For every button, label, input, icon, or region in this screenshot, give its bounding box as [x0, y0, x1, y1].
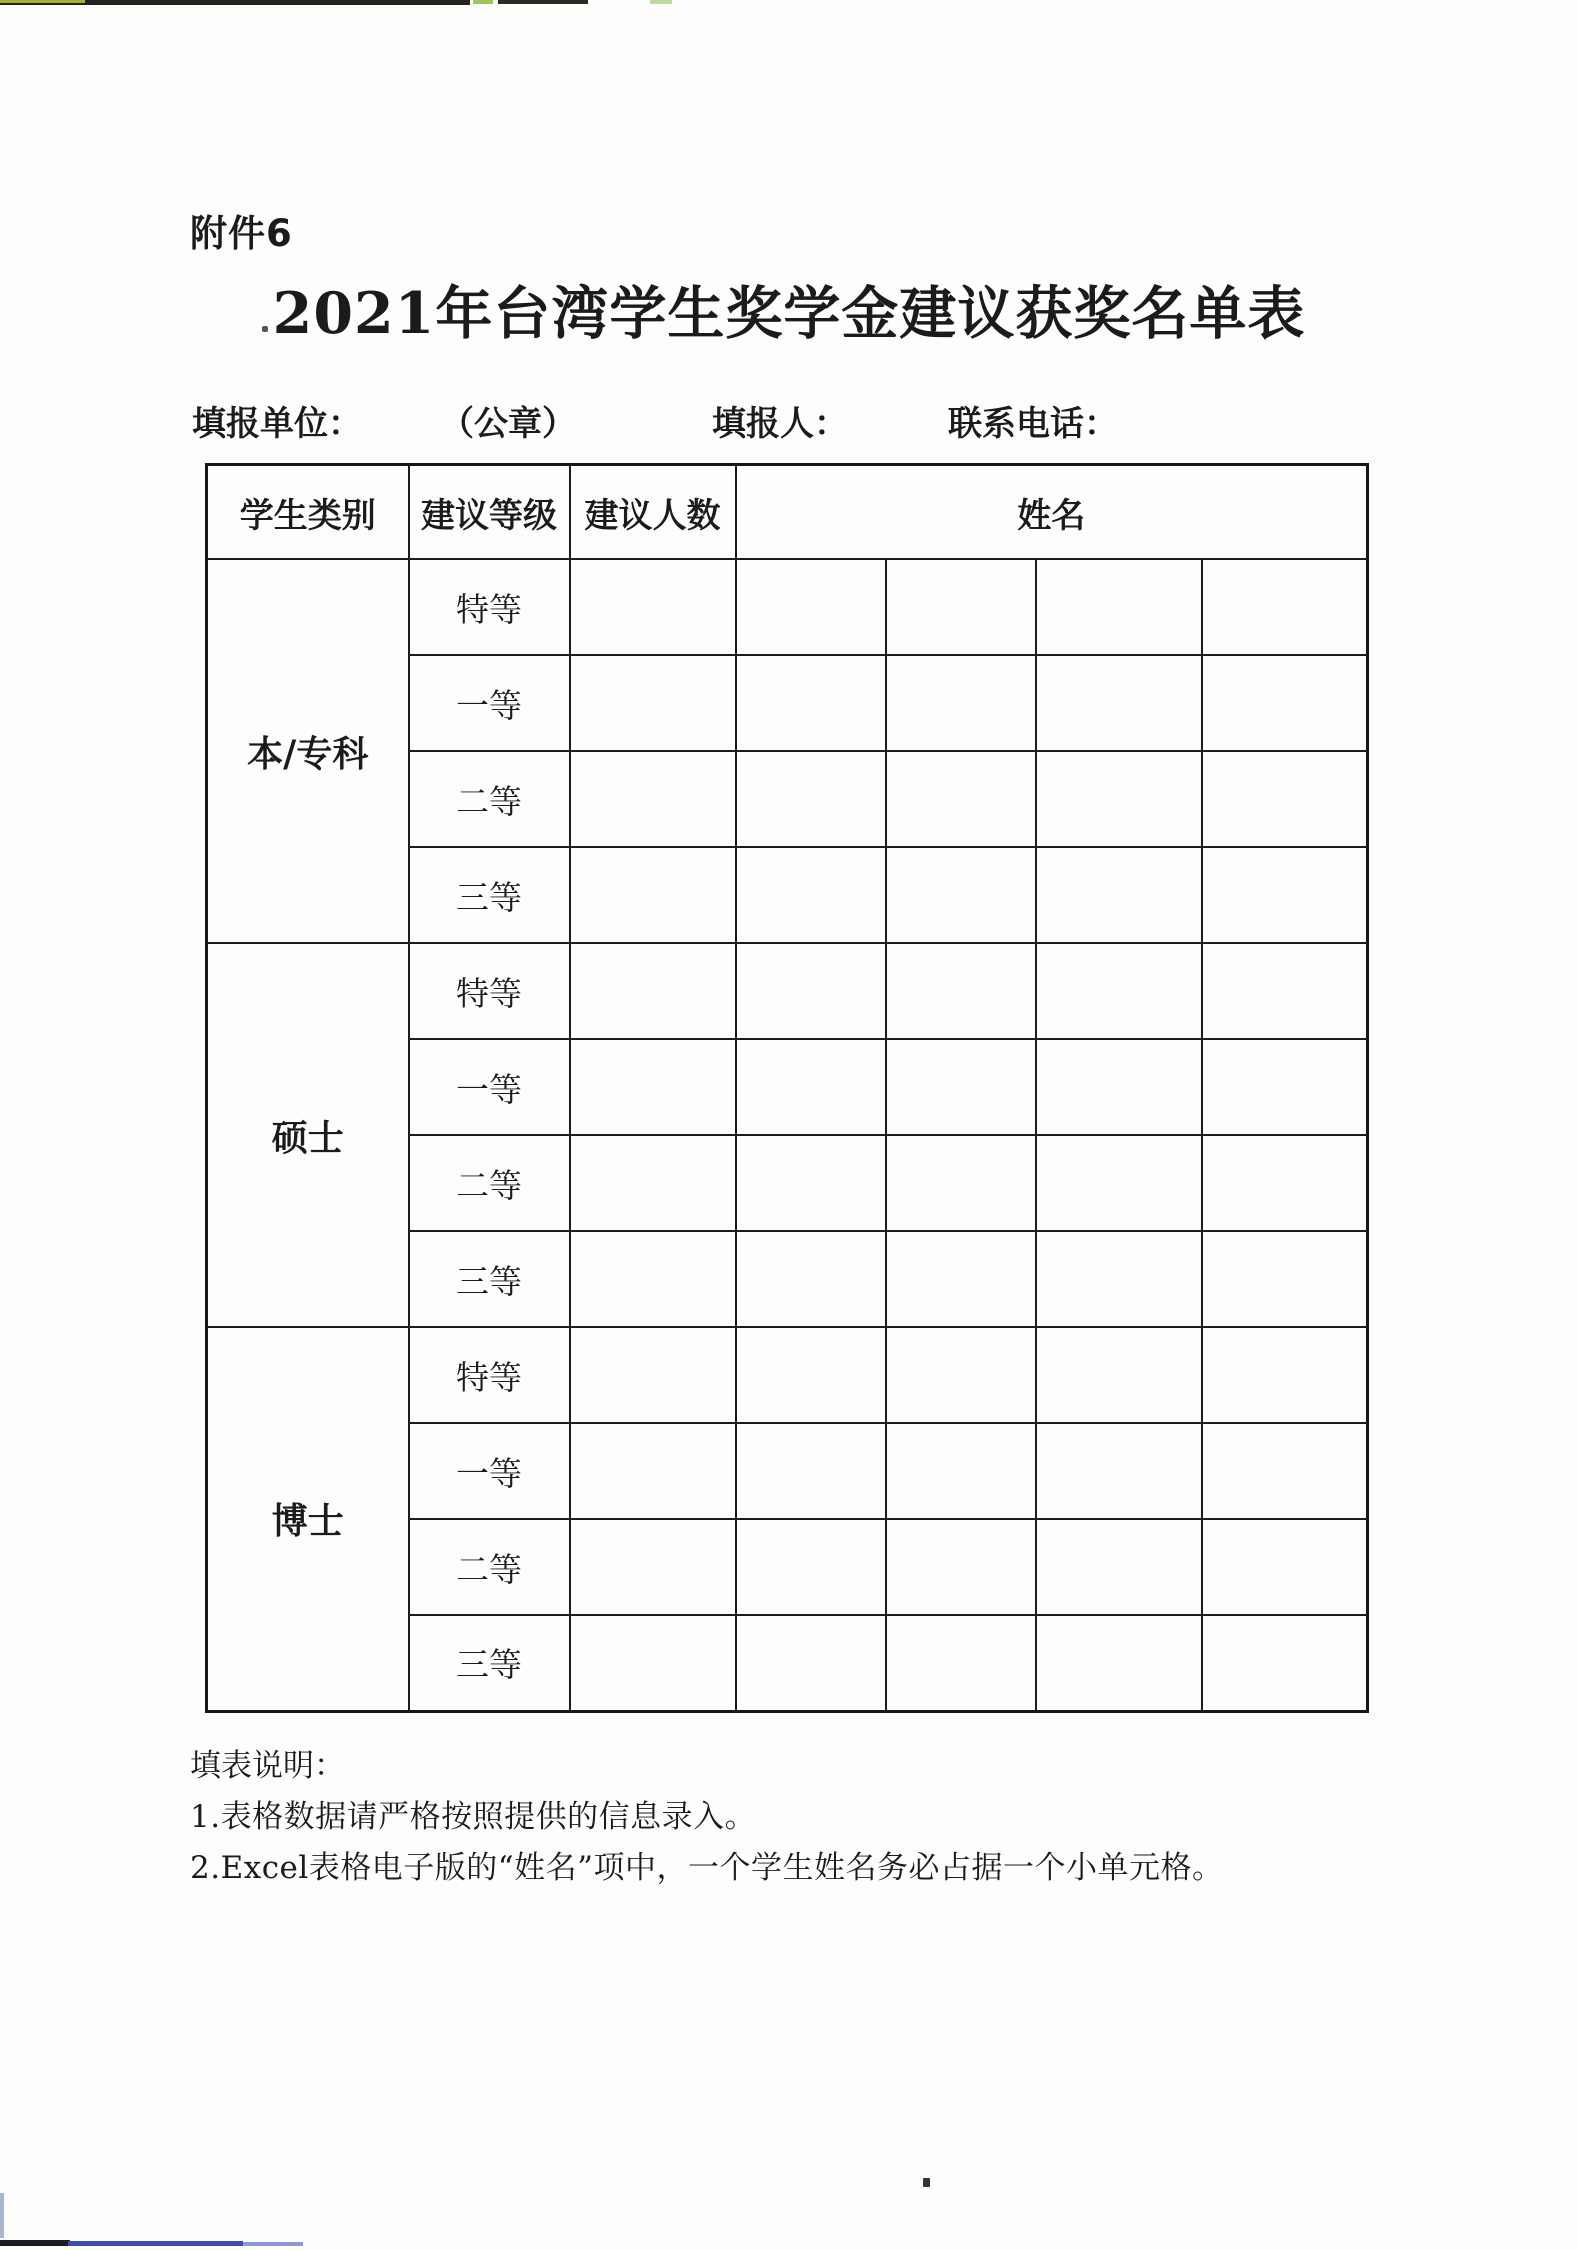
name-cell [886, 1327, 1036, 1423]
count-cell [570, 847, 736, 943]
note-item-1: 1.表格数据请严格按照提供的信息录入。 [190, 1799, 757, 1835]
count-cell [570, 1615, 736, 1711]
name-cell [1036, 1231, 1202, 1327]
category-cell-master: 硕士 [207, 943, 409, 1327]
name-cell [886, 1519, 1036, 1615]
attachment-label: 附件6 [190, 212, 293, 255]
grade-cell: 一等 [409, 1039, 570, 1135]
scan-artifact-top-strip-2 [498, 0, 588, 4]
scan-artifact-top-green-speck [473, 0, 493, 4]
name-cell [886, 1039, 1036, 1135]
official-seal-label: （公章） [440, 404, 576, 444]
name-cell [886, 559, 1036, 655]
header-student-category: 学生类别 [207, 465, 409, 560]
name-cell [1036, 943, 1202, 1039]
name-cell [1202, 751, 1368, 847]
name-cell [736, 1615, 886, 1711]
grade-cell: 二等 [409, 751, 570, 847]
name-cell [1036, 1615, 1202, 1711]
reporting-unit-label: 填报单位： [192, 404, 362, 444]
name-cell [1202, 847, 1368, 943]
grade-cell: 特等 [409, 559, 570, 655]
name-cell [1202, 1615, 1368, 1711]
grade-cell: 一等 [409, 655, 570, 751]
fill-in-notes [190, 1740, 1440, 1893]
name-cell [886, 1615, 1036, 1711]
scan-artifact-bottom-blue-2 [243, 2242, 303, 2246]
scan-artifact-top-green-speck-2 [650, 0, 672, 4]
count-cell [570, 1135, 736, 1231]
name-cell [736, 1231, 886, 1327]
name-cell [736, 751, 886, 847]
grade-cell: 特等 [409, 1327, 570, 1423]
count-cell [570, 1327, 736, 1423]
name-cell [1202, 559, 1368, 655]
name-cell [886, 1423, 1036, 1519]
header-name: 姓名 [736, 465, 1368, 560]
count-cell [570, 1231, 736, 1327]
scan-speck-bottom [923, 2178, 930, 2187]
name-cell [736, 559, 886, 655]
name-cell [886, 751, 1036, 847]
notes-heading: 填表说明： [190, 1748, 345, 1784]
scan-artifact-top-yellow [0, 0, 85, 3]
scan-artifact-bottom-strip [0, 2240, 70, 2246]
header-suggested-grade: 建议等级 [409, 465, 570, 560]
grade-cell: 二等 [409, 1519, 570, 1615]
name-cell [736, 1327, 886, 1423]
name-cell [886, 847, 1036, 943]
count-cell [570, 1039, 736, 1135]
header-suggested-count: 建议人数 [570, 465, 736, 560]
name-cell [1036, 847, 1202, 943]
grade-cell: 一等 [409, 1423, 570, 1519]
table-row [207, 1327, 1368, 1423]
name-cell [1202, 1039, 1368, 1135]
note-item-2: 2.Excel表格电子版的“姓名”项中，一个学生姓名务必占据一个小单元格。 [190, 1850, 1224, 1886]
count-cell [570, 655, 736, 751]
name-cell [1202, 655, 1368, 751]
name-cell [886, 1135, 1036, 1231]
name-cell [1202, 1135, 1368, 1231]
name-cell [1202, 1231, 1368, 1327]
page-title: 2021年台湾学生奖学金建议获奖名单表 [272, 280, 1306, 347]
scan-artifact-bottom-blue [68, 2241, 243, 2246]
grade-cell: 三等 [409, 1615, 570, 1711]
name-cell [736, 655, 886, 751]
name-cell [736, 1519, 886, 1615]
grade-cell: 特等 [409, 943, 570, 1039]
category-cell-undergraduate: 本/专科 [207, 559, 409, 943]
name-cell [1036, 559, 1202, 655]
count-cell [570, 943, 736, 1039]
count-cell [570, 751, 736, 847]
scan-artifact-left-edge-mark [0, 2193, 4, 2238]
name-cell [736, 1423, 886, 1519]
grade-cell: 三等 [409, 847, 570, 943]
category-cell-doctor: 博士 [207, 1327, 409, 1711]
table-row [207, 559, 1368, 655]
name-cell [1036, 1135, 1202, 1231]
name-cell [1036, 1039, 1202, 1135]
contact-phone-label: 联系电话： [948, 404, 1118, 444]
name-cell [886, 655, 1036, 751]
name-cell [1202, 1327, 1368, 1423]
name-cell [1036, 1327, 1202, 1423]
name-cell [736, 1039, 886, 1135]
name-cell [886, 1231, 1036, 1327]
scholarship-award-table [205, 463, 1369, 1713]
name-cell [1202, 1423, 1368, 1519]
scan-artifact-top-strip [0, 0, 470, 5]
count-cell [570, 1519, 736, 1615]
name-cell [1036, 1423, 1202, 1519]
name-cell [1036, 1519, 1202, 1615]
name-cell [886, 943, 1036, 1039]
table-header-row [207, 465, 1368, 560]
name-cell [1036, 751, 1202, 847]
name-cell [1036, 655, 1202, 751]
count-cell [570, 559, 736, 655]
name-cell [736, 943, 886, 1039]
name-cell [736, 1135, 886, 1231]
reporter-label: 填报人： [712, 404, 848, 444]
table-row [207, 943, 1368, 1039]
name-cell [1202, 1519, 1368, 1615]
info-line [0, 396, 1578, 444]
name-cell [736, 847, 886, 943]
grade-cell: 三等 [409, 1231, 570, 1327]
grade-cell: 二等 [409, 1135, 570, 1231]
name-cell [1202, 943, 1368, 1039]
count-cell [570, 1423, 736, 1519]
